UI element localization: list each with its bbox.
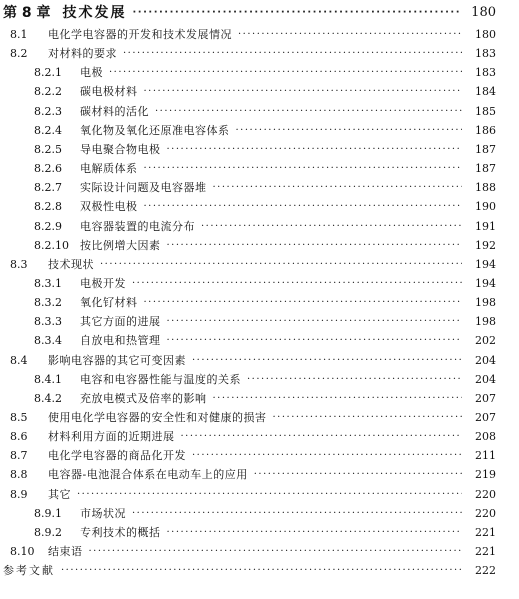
section-number: 8.2.1	[34, 66, 62, 80]
section-title: 碳电极材料	[80, 85, 138, 99]
page-number: 184	[475, 85, 496, 99]
dot-leader	[61, 560, 462, 582]
page-number: 190	[475, 200, 496, 214]
section-number: 8.3	[10, 257, 28, 271]
section-title: 结束语	[48, 545, 83, 559]
page-number: 204	[475, 372, 496, 386]
section-title: 电极开发	[80, 276, 126, 290]
chapter-page: 180	[471, 5, 496, 20]
section-number: 8.4.1	[34, 372, 62, 386]
page-number: 221	[475, 545, 496, 559]
section-number: 8.2.2	[34, 85, 62, 99]
section-number: 8.9.1	[34, 506, 62, 520]
section-title: 其它	[48, 487, 71, 501]
section-title: 参考文献	[3, 564, 55, 578]
section-number: 8.3.4	[34, 334, 62, 348]
section-number: 8.4.2	[34, 391, 62, 405]
page-number: 183	[475, 47, 496, 61]
section-title: 材料利用方面的近期进展	[48, 430, 175, 444]
page-number: 208	[475, 430, 496, 444]
section-number: 8.2.5	[34, 142, 62, 156]
page-number: 207	[475, 411, 496, 424]
section-title: 自放电和热管理	[80, 334, 161, 348]
section-number: 8.9.2	[34, 525, 62, 539]
page-number: 222	[475, 564, 496, 578]
section-number: 8.2.4	[34, 123, 62, 137]
section-number: 8.9	[10, 487, 28, 501]
page-number: 194	[475, 257, 496, 271]
section-number: 8.2.7	[34, 181, 62, 195]
section-number: 8.2.6	[34, 162, 62, 176]
page-number: 194	[475, 276, 496, 290]
section-number: 8.2	[10, 47, 28, 61]
page-number: 219	[475, 468, 496, 482]
chapter-heading	[0, 2, 519, 24]
section-title: 电解质体系	[80, 162, 138, 176]
section-number: 8.3.1	[34, 276, 62, 290]
toc-entry	[0, 560, 519, 582]
section-title: 专利技术的概括	[80, 525, 161, 539]
dot-leader	[133, 2, 463, 24]
section-title: 电极	[80, 66, 103, 80]
page-number: 221	[475, 525, 496, 539]
chapter-title: 技术发展	[62, 5, 127, 21]
section-title: 电容器-电池混合体系在电动车上的应用	[48, 468, 248, 482]
chapter-number: 第 8 章	[3, 5, 51, 21]
page-number: 198	[475, 315, 496, 329]
page-number: 180	[475, 28, 496, 41]
page-number: 220	[475, 487, 496, 501]
section-number: 8.2.10	[34, 238, 69, 252]
page-number: 187	[475, 162, 496, 176]
section-title: 电容和电容器性能与温度的关系	[80, 372, 241, 386]
section-title: 氧化钌材料	[80, 296, 138, 310]
section-number: 8.2.3	[34, 104, 62, 118]
section-number: 8.3.3	[34, 315, 62, 329]
page-number: 220	[475, 506, 496, 520]
page-number: 202	[475, 334, 496, 348]
section-title: 氧化物及氧化还原准电容体系	[80, 123, 230, 137]
page-number: 204	[475, 353, 496, 367]
section-number: 8.2.8	[34, 200, 62, 214]
section-title: 其它方面的进展	[80, 315, 161, 329]
section-number: 8.6	[10, 430, 28, 444]
section-title: 电化学电容器的商品化开发	[48, 449, 186, 463]
page-number: 183	[475, 66, 496, 80]
section-title: 按比例增大因素	[80, 238, 161, 252]
section-number: 8.3.2	[34, 296, 62, 310]
section-title: 实际设计问题及电容器堆	[80, 181, 207, 195]
page-number: 188	[475, 181, 496, 195]
page-number: 191	[475, 219, 496, 233]
section-number: 8.5	[10, 411, 28, 424]
section-title: 电容器装置的电流分布	[80, 219, 195, 233]
section-title: 对材料的要求	[48, 47, 117, 61]
page-number: 211	[475, 449, 496, 463]
section-title: 技术现状	[48, 257, 94, 271]
section-title: 导电聚合物电极	[80, 142, 161, 156]
section-number: 8.7	[10, 449, 28, 463]
section-title: 电化学电容器的开发和技术发展情况	[48, 28, 232, 41]
page-number: 186	[475, 123, 496, 137]
section-number: 8.10	[10, 545, 35, 559]
section-number: 8.8	[10, 468, 28, 482]
section-title: 双极性电极	[80, 200, 138, 214]
page-number: 185	[475, 104, 496, 118]
section-number: 8.4	[10, 353, 28, 367]
page-number: 192	[475, 238, 496, 252]
section-number: 8.1	[10, 28, 28, 41]
section-title: 充放电模式及倍率的影响	[80, 391, 207, 405]
section-number: 8.2.9	[34, 219, 62, 233]
section-title: 碳材料的活化	[80, 104, 149, 118]
section-title: 市场状况	[80, 506, 126, 520]
section-title: 使用电化学电容器的安全性和对健康的损害	[48, 411, 267, 424]
section-title: 影响电容器的其它可变因素	[48, 353, 186, 367]
page-number: 207	[475, 391, 496, 405]
page-number: 187	[475, 142, 496, 156]
page-number: 198	[475, 296, 496, 310]
